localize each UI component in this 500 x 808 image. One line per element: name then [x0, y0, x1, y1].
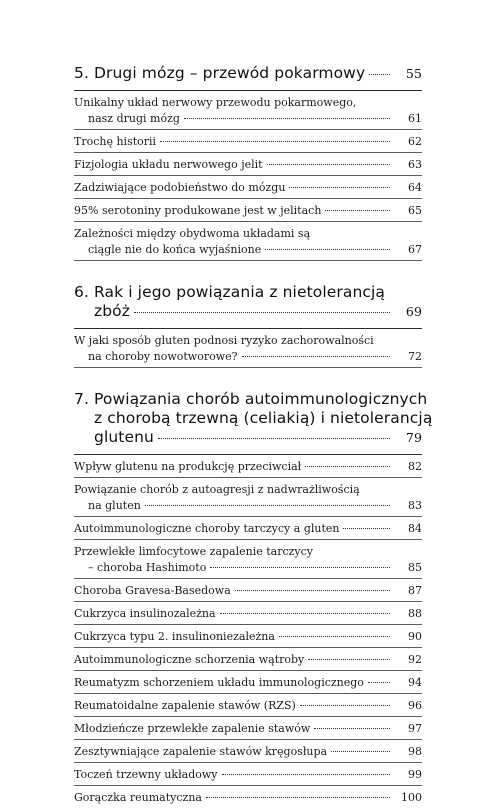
section-gap — [74, 368, 422, 390]
toc-entry-text: Trochę historii — [74, 135, 157, 148]
chapter-title[interactable] — [74, 390, 433, 447]
dot-leader — [184, 118, 390, 119]
toc-entry-text: Zależności między obydwoma układami są — [74, 227, 311, 240]
toc-entry[interactable] — [74, 176, 422, 199]
section-gap — [74, 261, 422, 283]
toc-entry[interactable] — [74, 517, 422, 540]
dot-leader — [267, 164, 390, 165]
page-number: 87 — [408, 584, 422, 597]
dot-leader — [145, 505, 390, 506]
page-number: 94 — [408, 676, 422, 689]
table-of-contents — [74, 64, 433, 808]
page-number: 90 — [408, 630, 422, 643]
page-number: 85 — [408, 561, 422, 574]
dot-leader — [220, 613, 390, 614]
dot-leader — [160, 141, 390, 142]
dot-leader — [314, 728, 390, 729]
toc-entry-text: Unikalny układ nerwowy przewodu pokarmowego, — [74, 96, 357, 109]
dot-leader — [235, 590, 390, 591]
toc-entry-text: Choroba Gravesa-Basedowa — [74, 584, 231, 597]
dot-leader — [134, 312, 390, 313]
page-number: 79 — [405, 430, 422, 445]
page-number: 84 — [408, 522, 422, 535]
page-number: 61 — [408, 112, 422, 125]
toc-entry[interactable] — [74, 540, 422, 579]
toc-entry[interactable] — [74, 625, 422, 648]
dot-leader — [206, 797, 390, 798]
toc-entry[interactable] — [74, 199, 422, 222]
dot-leader — [331, 751, 390, 752]
toc-entry-text: Przewlekłe limfocytowe zapalenie tarczycy — [74, 545, 314, 558]
chapter-title-line: Drugi mózg – przewód pokarmowy — [94, 64, 366, 82]
toc-entry-text: Gorączka reumatyczna — [74, 791, 202, 804]
page-number: 62 — [408, 135, 422, 148]
toc-entry[interactable] — [74, 786, 422, 808]
page-number: 99 — [408, 768, 422, 781]
page-number: 69 — [405, 304, 422, 319]
dot-leader — [300, 705, 390, 706]
toc-entry[interactable] — [74, 130, 422, 153]
page-number: 82 — [408, 460, 422, 473]
page-number: 92 — [408, 653, 422, 666]
toc-entry-text: Reumatyzm schorzeniem układu immunologicznego — [74, 676, 364, 689]
toc-entry-text: Autoimmunologiczne schorzenia wątroby — [74, 653, 305, 666]
dot-leader — [279, 636, 390, 637]
page-number: 72 — [408, 350, 422, 363]
toc-entry-text: Powiązanie chorób z autoagresji z nadwrażliwością — [74, 483, 360, 496]
toc-entry[interactable] — [74, 222, 422, 261]
dot-leader — [158, 438, 390, 439]
page-number: 98 — [408, 745, 422, 758]
toc-entry-text: ciągle nie do końca wyjaśnione — [88, 243, 262, 256]
toc-entry[interactable] — [74, 329, 422, 368]
toc-entry-text: Cukrzyca insulinozależna — [74, 607, 216, 620]
toc-entry-text: Autoimmunologiczne choroby tarczycy a gluten — [74, 522, 340, 535]
toc-entry-text: Cukrzyca typu 2. insulinoniezależna — [74, 630, 275, 643]
page-number: 88 — [408, 607, 422, 620]
page-number: 65 — [408, 204, 422, 217]
chapter-title-line: zbóż — [94, 302, 130, 320]
chapter-title-line: z chorobą trzewną (celiakią) i nietolerancją — [94, 409, 433, 427]
chapter-title[interactable] — [74, 64, 422, 83]
toc-entry-text: na gluten — [88, 499, 141, 512]
page-number: 63 — [408, 158, 422, 171]
toc-entry[interactable] — [74, 455, 422, 478]
toc-entry[interactable] — [74, 91, 422, 130]
chapter-section — [74, 64, 422, 261]
toc-entry-text: Wpływ glutenu na produkcję przeciwciał — [74, 460, 302, 473]
chapter-title-line: Powiązania chorób autoimmunologicznych — [94, 390, 428, 408]
page-number: 64 — [408, 181, 422, 194]
dot-leader — [242, 356, 390, 357]
toc-entry-text: – choroba Hashimoto — [88, 561, 207, 574]
toc-entry-text: Zesztywniające zapalenie stawów kręgosłupa — [74, 745, 328, 758]
toc-entry-text: Młodzieńcze przewlekłe zapalenie stawów — [74, 722, 311, 735]
dot-leader — [289, 187, 390, 188]
dot-leader — [369, 74, 390, 75]
toc-entry[interactable] — [74, 153, 422, 176]
toc-entry[interactable] — [74, 579, 422, 602]
chapter-title-line: glutenu — [94, 428, 154, 446]
dot-leader — [343, 528, 390, 529]
toc-entry[interactable] — [74, 671, 422, 694]
page-number: 55 — [405, 66, 422, 81]
dot-leader — [308, 659, 390, 660]
dot-leader — [265, 249, 390, 250]
toc-entry[interactable] — [74, 648, 422, 671]
toc-entry[interactable] — [74, 763, 422, 786]
toc-entry-text: na choroby nowotworowe? — [88, 350, 238, 363]
page-number: 97 — [408, 722, 422, 735]
toc-entry[interactable] — [74, 478, 422, 517]
toc-entry[interactable] — [74, 694, 422, 717]
chapter-number: 5. — [74, 64, 89, 82]
toc-entry-text: W jaki sposób gluten podnosi ryzyko zachorowalności — [74, 334, 374, 347]
toc-entry-text: Fizjologia układu nerwowego jelit — [74, 158, 263, 171]
dot-leader — [305, 466, 390, 467]
chapter-section — [74, 283, 422, 368]
toc-entry-text: Toczeń trzewny układowy — [74, 768, 218, 781]
page-number: 83 — [408, 499, 422, 512]
dot-leader — [222, 774, 390, 775]
toc-entry[interactable] — [74, 717, 422, 740]
toc-entry-text: Zadziwiające podobieństwo do mózgu — [74, 181, 286, 194]
toc-entry-text: nasz drugi mózg — [88, 112, 180, 125]
chapter-section — [74, 390, 433, 808]
toc-entry[interactable] — [74, 740, 422, 763]
chapter-number: 6. — [74, 283, 89, 301]
chapter-title-line: Rak i jego powiązania z nietolerancją — [94, 283, 386, 301]
dot-leader — [210, 567, 390, 568]
page-number: 100 — [401, 791, 422, 804]
chapter-number: 7. — [74, 390, 89, 408]
page-number: 96 — [408, 699, 422, 712]
toc-entry[interactable] — [74, 602, 422, 625]
chapter-title[interactable] — [74, 283, 422, 321]
dot-leader — [325, 210, 390, 211]
dot-leader — [368, 682, 390, 683]
toc-entry-text: 95% serotoniny produkowane jest w jelitach — [74, 204, 322, 217]
toc-entry-text: Reumatoidalne zapalenie stawów (RZS) — [74, 699, 296, 712]
page-number: 67 — [408, 243, 422, 256]
